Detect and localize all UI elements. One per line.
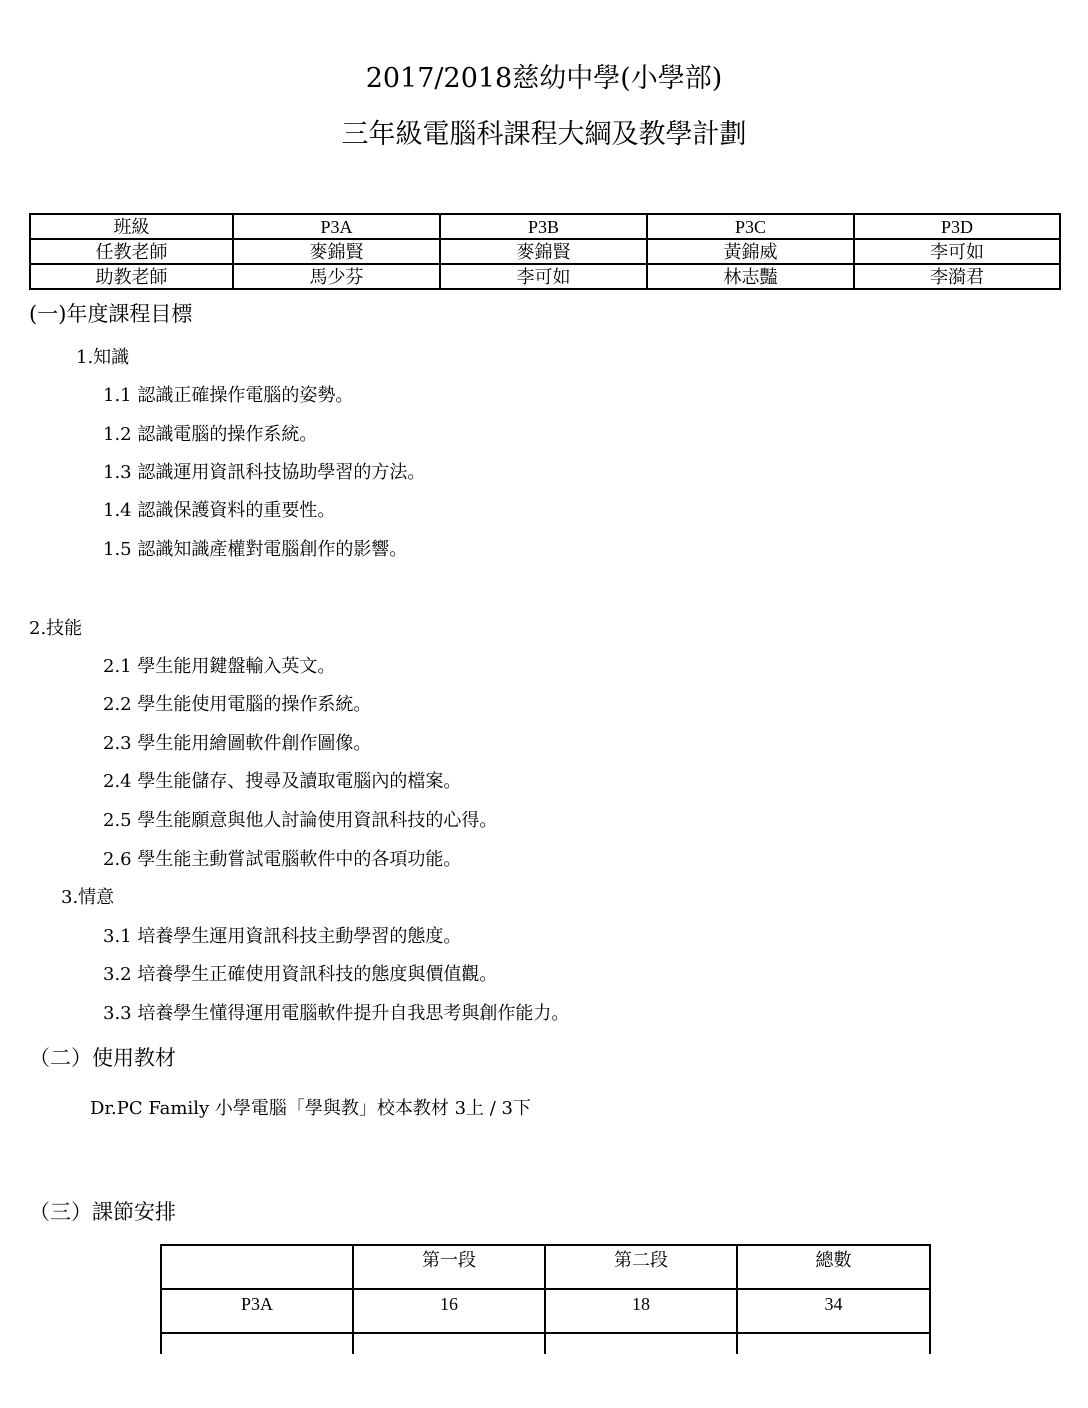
- table-cell: 李可如: [440, 264, 647, 289]
- materials-text: Dr.PC Family 小學電腦「學與教」校本教材 3上 / 3下: [90, 1098, 531, 1119]
- list-item: 1.1 認識正確操作電腦的姿勢。: [103, 385, 354, 406]
- list-item: 3.3 培養學生懂得運用電腦軟件提升自我思考與創作能力。: [103, 1003, 570, 1024]
- table-cell: 麥錦賢: [233, 239, 440, 264]
- table-row: [30, 239, 1060, 264]
- table-cell: 18: [545, 1289, 737, 1333]
- table-cell: 16: [353, 1289, 545, 1333]
- list-item: 2.3 學生能用繪圖軟件創作圖像。: [103, 733, 372, 754]
- table-cell: 李可如: [854, 239, 1060, 264]
- table-header-cell: 第一段: [353, 1245, 545, 1289]
- table-header-cell: 總數: [737, 1245, 930, 1289]
- table-cell: 班級: [30, 214, 233, 239]
- table-cell: P3C: [647, 214, 854, 239]
- table-cell: 任教老師: [30, 239, 233, 264]
- table-cell: 麥錦賢: [440, 239, 647, 264]
- list-item: 3.1 培養學生運用資訊科技主動學習的態度。: [103, 926, 462, 947]
- list-item: 1.5 認識知識產權對電腦創作的影響。: [103, 539, 408, 560]
- document-title: 2017/2018慈幼中學(小學部): [365, 63, 723, 94]
- table-cell: 助教老師: [30, 264, 233, 289]
- table-cell: 黃錦威: [647, 239, 854, 264]
- table-header-cell: 第二段: [545, 1245, 737, 1289]
- table-cell: P3A: [161, 1289, 353, 1333]
- table-cell: P3D: [854, 214, 1060, 239]
- section-heading-schedule: （三）課節安排: [29, 1200, 176, 1224]
- document-subtitle: 三年級電腦科課程大綱及教學計劃: [341, 119, 747, 150]
- list-item: 1.3 認識運用資訊科技協助學習的方法。: [103, 462, 426, 483]
- list-item: 2.2 學生能使用電腦的操作系統。: [103, 694, 372, 715]
- section-heading-materials: （二）使用教材: [29, 1046, 176, 1070]
- table-cell: 李漪君: [854, 264, 1060, 289]
- table-row: [30, 214, 1060, 239]
- table-cell: 馬少芬: [233, 264, 440, 289]
- table-cell: P3B: [440, 214, 647, 239]
- subsection-heading-attitude: 3.情意: [61, 887, 115, 908]
- table-header-row: [161, 1245, 930, 1289]
- table-row-partial: [161, 1333, 930, 1354]
- table-row: [30, 264, 1060, 289]
- table-cell: 林志豔: [647, 264, 854, 289]
- table-cell: [545, 1333, 737, 1354]
- class-teacher-table: [29, 213, 1061, 290]
- lesson-schedule-table: [160, 1244, 931, 1354]
- table-cell: [353, 1333, 545, 1354]
- list-item: 2.1 學生能用鍵盤輸入英文。: [103, 656, 336, 677]
- table-cell: [737, 1333, 930, 1354]
- list-item: 3.2 培養學生正確使用資訊科技的態度與價值觀。: [103, 964, 498, 985]
- list-item: 2.4 學生能儲存、搜尋及讀取電腦內的檔案。: [103, 771, 462, 792]
- table-row: [161, 1289, 930, 1333]
- list-item: 2.6 學生能主動嘗試電腦軟件中的各項功能。: [103, 849, 462, 870]
- subsection-heading-skills: 2.技能: [29, 618, 83, 639]
- subsection-heading-knowledge: 1.知識: [76, 347, 130, 368]
- list-item: 2.5 學生能願意與他人討論使用資訊科技的心得。: [103, 810, 498, 831]
- table-cell: P3A: [233, 214, 440, 239]
- table-header-cell: [161, 1245, 353, 1289]
- list-item: 1.4 認識保護資料的重要性。: [103, 500, 336, 521]
- section-heading-objectives: (一)年度課程目標: [29, 302, 193, 326]
- table-cell: [161, 1333, 353, 1354]
- list-item: 1.2 認識電腦的操作系統。: [103, 424, 318, 445]
- table-cell: 34: [737, 1289, 930, 1333]
